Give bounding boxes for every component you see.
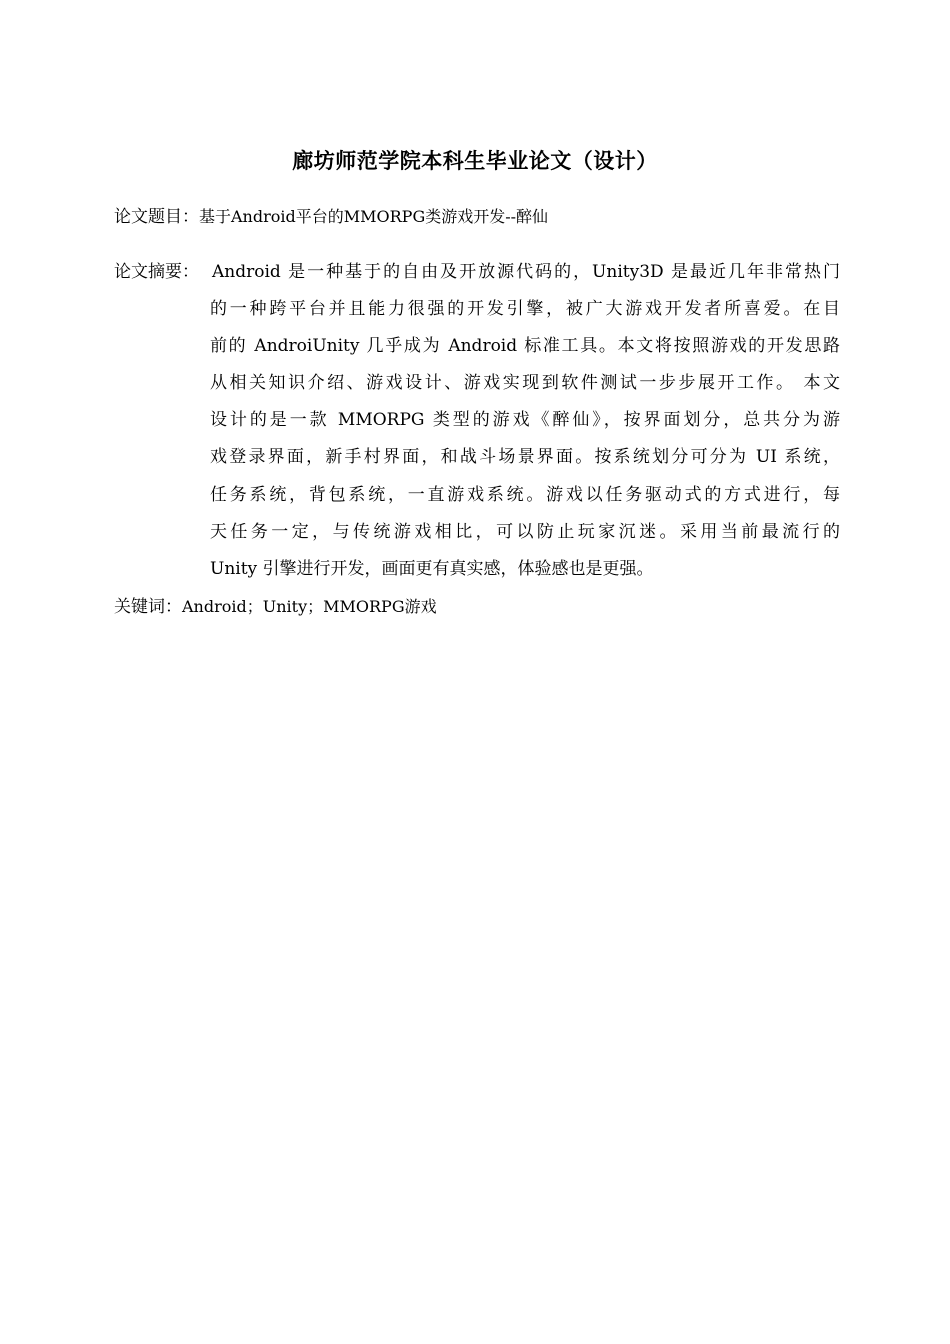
abstract-line: 任务系统，背包系统，一直游戏系统。游戏以任务驱动式的方式进行，每 xyxy=(210,484,840,505)
abstract-body xyxy=(210,256,840,590)
abstract-line: 天任务一定，与传统游戏相比，可以防止玩家沉迷。采用当前最流行的 xyxy=(210,521,840,542)
abstract-line: 戏登录界面，新手村界面，和战斗场景界面。按系统划分可分为 UI 系统， xyxy=(210,447,840,468)
abstract-line: Unity 引擎进行开发，画面更有真实感，体验感也是更强。 xyxy=(210,558,654,579)
page-title: 廊坊师范学院本科生毕业论文（设计） xyxy=(292,149,658,173)
thesis-topic-row xyxy=(114,204,548,230)
keywords-label: 关键词： xyxy=(114,597,182,617)
thesis-topic-label: 论文题目： xyxy=(114,207,199,227)
thesis-topic-value: 基于Android平台的MMORPG类游戏开发--醉仙 xyxy=(199,207,549,226)
abstract-line: 设计的是一款 MMORPG 类型的游戏《醉仙》，按界面划分，总共分为游 xyxy=(210,410,840,431)
keywords-row xyxy=(114,594,437,620)
abstract-line: 从相关知识介绍、游戏设计、游戏实现到软件测试一步步展开工作。 本文 xyxy=(210,373,840,394)
abstract-label: 论文摘要： xyxy=(114,262,199,282)
abstract-line: 前的 AndroiUnity 几乎成为 Android 标准工具。本文将按照游戏的开发思路 xyxy=(210,336,840,357)
abstract-line: Android 是一种基于的自由及开放源代码的，Unity3D 是最近几年非常热门 xyxy=(212,262,840,282)
abstract-line: 的一种跨平台并且能力很强的开发引擎，被广大游戏开发者所喜爱。在目 xyxy=(210,299,840,320)
keywords-value: Android；Unity；MMORPG游戏 xyxy=(182,597,437,616)
